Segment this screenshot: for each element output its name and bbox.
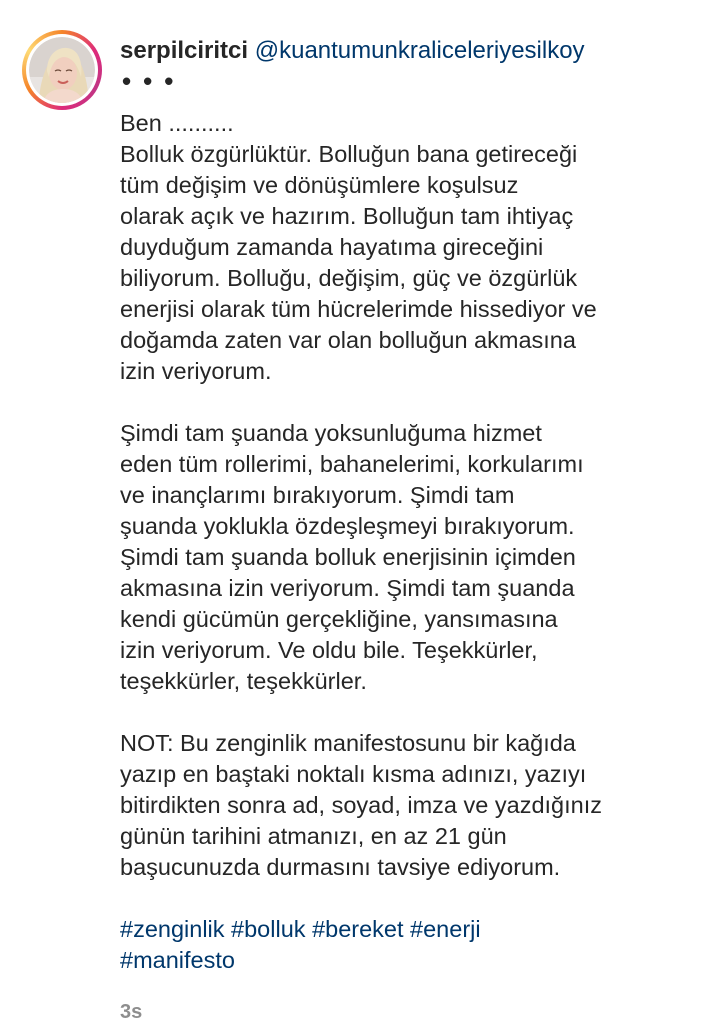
caption-line: biliyorum. Bolluğu, değişim, güç ve özgürlük [120,265,578,291]
mention-link[interactable]: @kuantumunkraliceleriyesilkoy [254,37,585,64]
hashtag-link[interactable]: #zenginlik [120,916,225,942]
caption-line: Ben .......... [120,110,234,136]
avatar[interactable] [29,37,95,103]
hashtag-link[interactable]: #enerji [410,916,481,942]
caption-line: Şimdi tam şuanda bolluk enerjisinin içimden [120,544,576,570]
hashtag-link[interactable]: #manifesto [120,947,235,973]
caption-line [120,387,710,418]
caption-line: başucunuzda durmasını tavsiye ediyorum. [120,854,561,880]
caption-line: olarak açık ve hazırım. Bolluğun tam ihtiyaç [120,203,574,229]
caption-line: NOT: Bu zenginlik manifestosunu bir kağıda [120,730,576,756]
caption-line: akmasına izin veriyorum. Şimdi tam şuanda [120,575,575,601]
caption-line: eden tüm rollerimi, bahanelerimi, korkularımı [120,451,584,477]
caption-line: bitirdikten sonra ad, soyad, imza ve yazdığınız [120,792,602,818]
caption-line: yazıp en baştaki noktalı kısma adınızı, yazıyı [120,761,587,787]
caption-line: şuanda yoklukla özdeşleşmeyi bırakıyorum. [120,513,575,539]
avatar-border [26,34,98,106]
hashtag-link[interactable]: #bolluk [231,916,306,942]
caption-line: enerjisi olarak tüm hücrelerimde hissediyor ve [120,296,597,322]
hashtags-line [120,945,710,976]
caption-line: Bolluk özgürlüktür. Bolluğun bana getireceği [120,141,578,167]
caption-line [120,883,710,914]
caption-line [120,697,710,728]
caption-line: izin veriyorum. Ve oldu bile. Teşekkürler, [120,637,538,663]
hashtags-line [120,914,710,945]
caption-line: günün tarihini atmanızı, en az 21 gün [120,823,507,849]
caption-line: teşekkürler, teşekkürler. [120,668,367,694]
caption-line: doğamda zaten var olan bolluğun akmasına [120,327,576,353]
ellipsis-icon[interactable]: ••• [122,66,186,96]
avatar-story-ring[interactable] [22,30,102,110]
comment-header [120,36,710,66]
caption-line: tüm değişim ve dönüşümlere koşulsuz [120,172,519,198]
caption-line: ve inançlarımı bırakıyorum. Şimdi tam [120,482,515,508]
hashtag-link[interactable]: #bereket [312,916,404,942]
caption-line: Şimdi tam şuanda yoksunluğuma hizmet [120,420,542,446]
caption-line: duyduğum zamanda hayatıma gireceğini [120,234,544,260]
timestamp: 3s [120,1001,143,1023]
caption-text [120,108,710,914]
username-link[interactable]: serpilciritci [120,37,249,64]
hashtags [120,914,710,976]
comment-content [120,36,710,1024]
caption-line: kendi gücümün gerçekliğine, yansımasına [120,606,558,632]
caption-line: izin veriyorum. [120,358,272,384]
